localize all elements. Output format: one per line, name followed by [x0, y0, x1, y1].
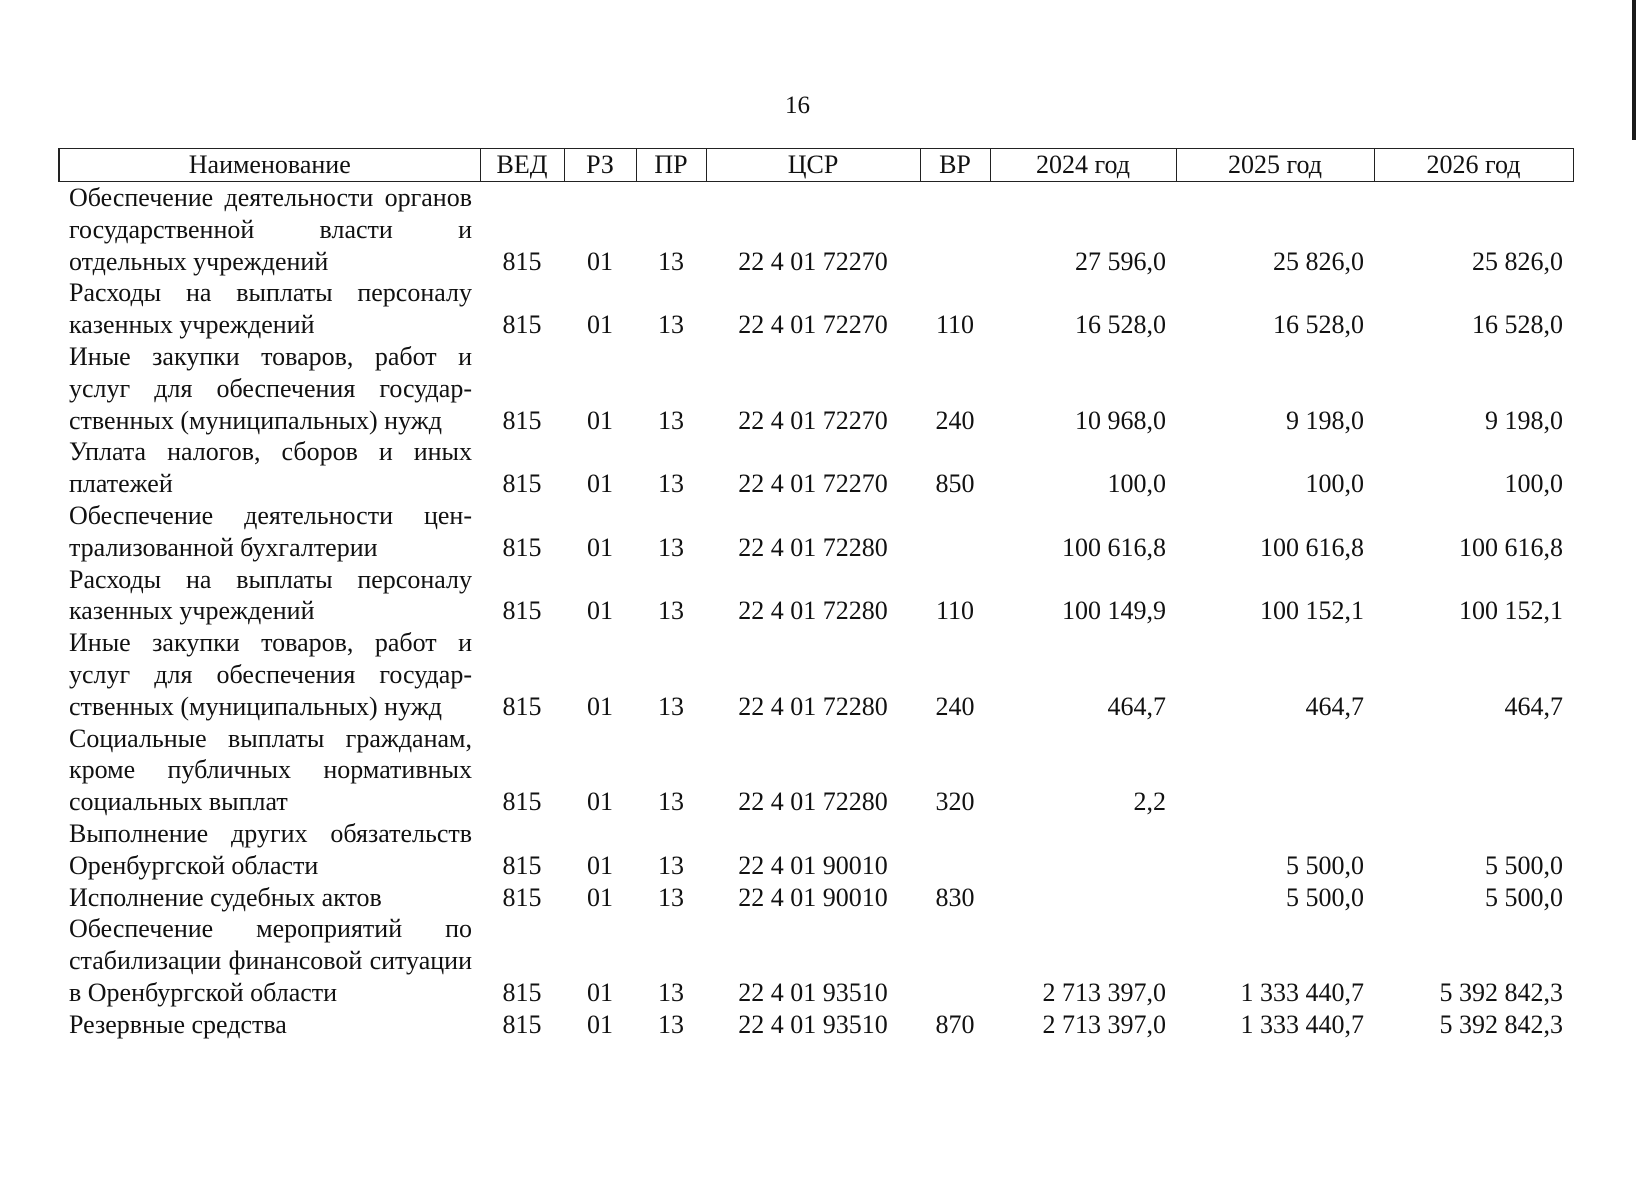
cell-2025: 9 198,0	[1286, 405, 1364, 435]
header-rz: РЗ	[564, 149, 636, 182]
cell-2026: 16 528,0	[1472, 310, 1563, 340]
cell-2025: 464,7	[1305, 691, 1364, 721]
cell-csr: 22 4 01 90010	[738, 882, 888, 912]
cell-csr: 22 4 01 72280	[738, 787, 888, 817]
budget-table	[58, 148, 1574, 1041]
header-name: Наименование	[59, 149, 480, 182]
header-vr: ВР	[920, 149, 990, 182]
cell-2025: 25 826,0	[1273, 246, 1364, 276]
cell-name: Социальные выплаты гражданам, кроме публичных нормативных социальных выплат	[69, 723, 472, 817]
table-row	[59, 627, 1573, 722]
cell-pr: 13	[658, 532, 684, 562]
cell-name: Уплата налогов, сборов и иных платежей	[69, 437, 472, 499]
cell-vr: 320	[935, 787, 975, 817]
cell-2026: 100,0	[1504, 469, 1563, 499]
cell-2024: 2 713 397,0	[1042, 1009, 1166, 1039]
cell-2024: 2,2	[1133, 787, 1166, 817]
cell-pr: 13	[658, 310, 684, 340]
cell-csr: 22 4 01 72280	[738, 691, 888, 721]
cell-pr: 13	[658, 246, 684, 276]
table-row	[59, 818, 1573, 882]
header-csr: ЦСР	[706, 149, 920, 182]
cell-2026: 100 616,8	[1459, 532, 1563, 562]
table-row	[59, 341, 1573, 436]
table-row	[59, 882, 1573, 914]
cell-2024: 27 596,0	[1075, 246, 1166, 276]
cell-name: Иные закупки товаров, работ и услуг для обеспечения государственных (муниципальных) нужд	[69, 628, 472, 721]
cell-ved: 815	[502, 469, 542, 499]
page-number: 16	[785, 92, 810, 119]
cell-name: Исполнение судебных актов	[69, 882, 382, 912]
table-row	[59, 182, 1573, 278]
cell-ved: 815	[502, 787, 542, 817]
cell-name: Обеспечение мероприятий по стабилизации финансовой ситуации в Оренбургской области	[69, 914, 472, 1007]
cell-vr: 870	[935, 1009, 975, 1039]
cell-rz: 01	[587, 787, 613, 817]
cell-rz: 01	[587, 310, 613, 340]
cell-rz: 01	[587, 850, 613, 880]
cell-vr: 830	[935, 882, 975, 912]
cell-csr: 22 4 01 72270	[738, 246, 888, 276]
cell-rz: 01	[587, 469, 613, 499]
cell-name: Иные закупки товаров, работ и услуг для обеспечения государственных (муниципальных) нужд	[69, 341, 472, 435]
cell-2025: 5 500,0	[1286, 850, 1364, 880]
cell-ved: 815	[502, 850, 542, 880]
cell-ved: 815	[502, 532, 542, 562]
cell-csr: 22 4 01 72270	[738, 310, 888, 340]
cell-2026: 464,7	[1504, 691, 1563, 721]
cell-vr	[920, 500, 990, 564]
cell-csr: 22 4 01 93510	[738, 1009, 888, 1039]
cell-pr: 13	[658, 977, 684, 1007]
cell-2026: 9 198,0	[1485, 405, 1563, 435]
cell-name: Обеспечение деятельности органов государственной власти и отдельных учреждений	[69, 183, 472, 276]
cell-csr: 22 4 01 72270	[738, 469, 888, 499]
cell-2025: 100 616,8	[1260, 532, 1364, 562]
cell-2025: 100,0	[1305, 469, 1364, 499]
table-row	[59, 277, 1573, 341]
cell-rz: 01	[587, 882, 613, 912]
cell-name: Расходы на выплаты персоналу казенных учреждений	[69, 278, 472, 340]
cell-2024: 100,0	[1107, 469, 1166, 499]
table-row	[59, 564, 1573, 628]
cell-2026: 100 152,1	[1459, 596, 1563, 626]
header-2025: 2025 год	[1176, 149, 1374, 182]
cell-rz: 01	[587, 1009, 613, 1039]
cell-vr	[920, 182, 990, 278]
cell-pr: 13	[658, 882, 684, 912]
cell-2025: 100 152,1	[1260, 596, 1364, 626]
cell-name: Резервные средства	[69, 1009, 287, 1039]
cell-2026: 5 392 842,3	[1439, 977, 1563, 1007]
cell-2025: 1 333 440,7	[1240, 1009, 1364, 1039]
cell-vr	[920, 913, 990, 1008]
cell-2025: 1 333 440,7	[1240, 977, 1364, 1007]
cell-2026	[1374, 723, 1573, 818]
table-row	[59, 500, 1573, 564]
cell-rz: 01	[587, 977, 613, 1007]
cell-ved: 815	[502, 1009, 542, 1039]
cell-ved: 815	[502, 882, 542, 912]
table-row	[59, 1009, 1573, 1041]
cell-pr: 13	[658, 850, 684, 880]
cell-pr: 13	[658, 691, 684, 721]
cell-ved: 815	[502, 246, 542, 276]
cell-2026: 5 500,0	[1485, 882, 1563, 912]
cell-2026: 25 826,0	[1472, 246, 1563, 276]
cell-2026: 5 392 842,3	[1439, 1009, 1563, 1039]
cell-csr: 22 4 01 72280	[738, 596, 888, 626]
cell-2024: 2 713 397,0	[1042, 977, 1166, 1007]
cell-2024: 16 528,0	[1075, 310, 1166, 340]
cell-rz: 01	[587, 691, 613, 721]
cell-vr	[920, 818, 990, 882]
cell-ved: 815	[502, 405, 542, 435]
cell-2024	[990, 818, 1176, 882]
cell-vr: 110	[935, 596, 975, 626]
cell-2025: 16 528,0	[1273, 310, 1364, 340]
table-row	[59, 436, 1573, 500]
cell-pr: 13	[658, 787, 684, 817]
header-2026: 2026 год	[1374, 149, 1573, 182]
header-2024: 2024 год	[990, 149, 1176, 182]
table-header-row	[59, 149, 1573, 182]
cell-pr: 13	[658, 1009, 684, 1039]
table-row	[59, 723, 1573, 818]
cell-csr: 22 4 01 72280	[738, 532, 888, 562]
cell-2024: 100 149,9	[1062, 596, 1166, 626]
cell-name: Выполнение других обязательств Оренбургской области	[69, 818, 472, 880]
cell-name: Обеспечение деятельности централизованной бухгалтерии	[69, 500, 472, 562]
cell-csr: 22 4 01 72270	[738, 405, 888, 435]
cell-csr: 22 4 01 90010	[738, 850, 888, 880]
cell-csr: 22 4 01 93510	[738, 977, 888, 1007]
cell-rz: 01	[587, 596, 613, 626]
cell-rz: 01	[587, 405, 613, 435]
cell-name: Расходы на выплаты персоналу казенных учреждений	[69, 564, 472, 626]
header-pr: ПР	[636, 149, 706, 182]
cell-ved: 815	[502, 977, 542, 1007]
cell-rz: 01	[587, 246, 613, 276]
table-row	[59, 913, 1573, 1008]
cell-ved: 815	[502, 596, 542, 626]
table-body	[59, 182, 1573, 1041]
cell-ved: 815	[502, 310, 542, 340]
header-ved: ВЕД	[480, 149, 564, 182]
cell-vr: 110	[935, 310, 975, 340]
cell-vr: 240	[935, 405, 975, 435]
cell-ved: 815	[502, 691, 542, 721]
cell-2024: 10 968,0	[1075, 405, 1166, 435]
cell-2025: 5 500,0	[1286, 882, 1364, 912]
cell-2024: 100 616,8	[1062, 532, 1166, 562]
cell-2024	[990, 882, 1176, 914]
cell-rz: 01	[587, 532, 613, 562]
cell-2024: 464,7	[1107, 691, 1166, 721]
cell-pr: 13	[658, 596, 684, 626]
cell-pr: 13	[658, 469, 684, 499]
cell-2025	[1176, 723, 1374, 818]
cell-pr: 13	[658, 405, 684, 435]
cell-vr: 240	[935, 691, 975, 721]
scan-edge-mark	[1632, 0, 1636, 140]
cell-vr: 850	[935, 469, 975, 499]
cell-2026: 5 500,0	[1485, 850, 1563, 880]
